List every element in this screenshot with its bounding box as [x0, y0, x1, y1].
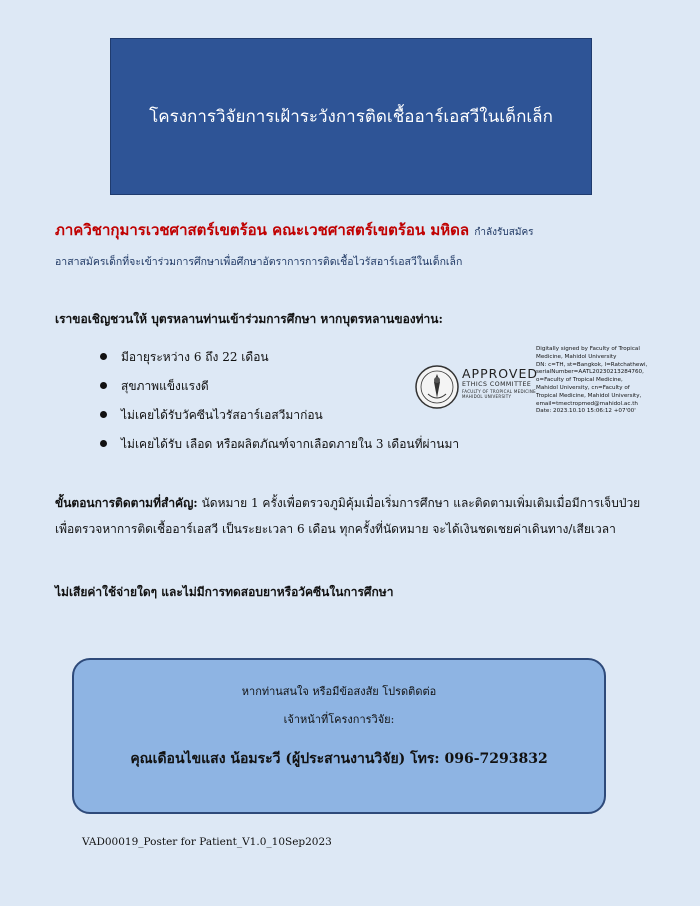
contact-staff-label: เจ้าหน้าที่โครงการวิจัย:	[283, 713, 395, 726]
page-title: โครงการวิจัยการเฝ้าระวังการติดเชื้ออาร์เอสวีในเด็กเล็ก	[149, 107, 553, 127]
title-banner	[110, 38, 592, 195]
procedure-paragraph	[55, 490, 655, 542]
list-item: สุขภาพแข็งแรงดี	[100, 371, 459, 400]
bullet-icon	[100, 440, 107, 447]
contact-person-phone: คุณเดือนไขแสง น้อมระวี (ผู้ประสานงานวิจัย) โทร: 096-7293832	[130, 751, 548, 767]
committee-label: ETHICS COMMITTEE	[462, 381, 532, 388]
bullet-icon	[100, 382, 107, 389]
invitation-text: เราขอเชิญชวนให้ บุตรหลานท่านเข้าร่วมการศึกษา หากบุตรหลานของท่าน:	[55, 312, 443, 326]
contact-intro: หากท่านสนใจ หรือมีข้อสงสัย โปรดติดต่อ	[241, 685, 437, 698]
contact-box	[72, 658, 606, 814]
bullet-icon	[100, 411, 107, 418]
list-item: ไม่เคยได้รับวัคซีนไวรัสอาร์เอสวีมาก่อน	[100, 400, 459, 429]
procedure-text: นัดหมาย 1 ครั้งเพื่อตรวจภูมิคุ้มเมื่อเริ่มการศึกษา และติดตามเพิ่มเติมเมื่อมีการเจ็บป่วยเพื่อตรวจหาการติดเชื้ออาร์เอสวี เป็นระยะเวลา 6 เดือน ทุกครั้งที่นัดหมาย จะได้เงินชดเชยค่าเดินทาง/เสียเวลา	[55, 496, 641, 536]
university-label: MAHIDOL UNIVERSITY	[462, 394, 512, 399]
bullet-icon	[100, 353, 107, 360]
list-item: ไม่เคยได้รับ เลือด หรือผลิตภัณฑ์จากเลือดภายใน 3 เดือนที่ผ่านมา	[100, 429, 459, 458]
department-line	[55, 218, 665, 242]
document-version: VAD00019_Poster for Patient_V1.0_10Sep2023	[82, 836, 332, 848]
list-item: มีอายุระหว่าง 6 ถึง 22 เดือน	[100, 342, 459, 371]
procedure-label: ขั้นตอนการติดตามที่สำคัญ:	[55, 496, 198, 510]
approved-label: APPROVED	[462, 366, 539, 381]
department-name: ภาควิชากุมารเวชศาสตร์เขตร้อน คณะเวชศาสตร์เขตร้อน มหิดล	[55, 221, 470, 239]
recruiting-label: กำลังรับสมัคร	[474, 227, 534, 238]
no-cost-notice: ไม่เสียค่าใช้จ่ายใดๆ และไม่มีการทดสอบยาหรือวัคซีนในการศึกษา	[55, 585, 394, 599]
university-seal-icon	[414, 364, 460, 410]
subtitle: อาสาสมัครเด็กที่จะเข้าร่วมการศึกษาเพื่อศึกษาอัตราการการติดเชื้อไวรัสอาร์เอสวีในเด็กเล็ก	[55, 256, 463, 268]
ethics-approval-stamp	[462, 366, 538, 399]
faculty-label: FACULTY OF TROPICAL MEDICINE	[462, 389, 536, 394]
criteria-list	[100, 342, 459, 458]
digital-signature: Digitally signed by Faculty of Tropical Medicine, Mahidol University DN: c=TH, st=Bangkok, l=Ratchathewi, serialNumber=AATL20230213284760, o=Faculty of Tropical Medicine, Mahidol University, cn=Faculty of Tropical Medicine, Mahidol University, email=tmectropmed@mahidol.ac.th Date: 2023.10.10 15:06:12 +07'00'	[536, 346, 648, 415]
